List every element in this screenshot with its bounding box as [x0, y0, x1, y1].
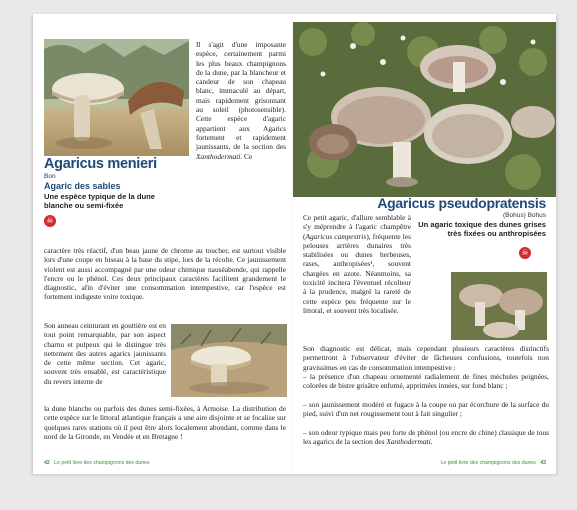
bullet-1: – la présence d'un chapeau ornementé radialement de fines mèchules peignées, colorées de bistre grisâtre enfumé, apprimées innées, sur fond blanc ; — [303, 372, 549, 391]
toxic-warning-icon: ☠ — [519, 247, 531, 259]
paragraph-3: la dune blanche ou parfois des dunes semi-fixées, à Armoise. La distribution de cette espèce sur le littoral atlantique français a une aire disjointe et se focalise sur quelques rares stations où il peut être alors localement abondant, comme dans le nord de la Gironde, en Vendée et en Bretagne ! — [44, 404, 286, 441]
left-footer — [44, 460, 150, 466]
photo-agaricus-pseudopratensis-small — [451, 272, 547, 340]
species-tagline: Un agaric toxique des dunes grises très fixées ou anthropisées — [418, 220, 546, 239]
intro-column-emphasis: Agaricus campestris — [305, 231, 367, 241]
left-page — [33, 14, 295, 474]
paragraph-1: Son diagnostic est délicat, mais cependant plusieurs caractères distinctifs permettront à l'observateur d'éviter de fâcheuses confusions, toutefois non gravissimes en cas de consommation intempestive : — [303, 344, 549, 372]
book-title: Le petit livre des champignons des dunes — [440, 460, 536, 466]
intro-column-text-b: ), fréquente les pelouses arrières dunaires très stabilisées ou dunes herbeuses, rases, anthropisées¹, souvent chargées en azote. Néanmoins, sa toxicité incitera l'éventuel récolteur à la prudence, malgré la rareté de cette espèce peu fréquente sur le littoral, et souvent très localisée. — [303, 231, 411, 315]
page-number: 42 — [44, 460, 50, 466]
paragraph-1: caractère très réactif, d'un beau jaune de chrome au toucher, est surtout visible lors d'une coupe en biseau à la base du stipe, lors de la récolte. Ce jaunissement violent est aussi accompagné par une odeur chimique nauséabonde, qui rappelle l'encre ou le phénol. Ces deux principaux caractères facilitent grandement le diagnostic, afin d'éviter une consommation intempestive, car l'espèce est fortement indigeste voire toxique. — [44, 246, 286, 302]
right-page — [293, 14, 556, 474]
intro-column-text-a: Ce petit agaric, d'allure semblable à s'y méprendre à l'agaric champêtre ( — [303, 213, 411, 241]
intro-column-text: Il s'agit d'une imposante espèce, certainement parmi les plus beaux champignons de la dune, par la blancheur et candeur de son chapeau blanc, immaculé au départ, mais rapidement grisonnant au soleil (photosensible). Cette espèce d'agaric appartient aux Agarics fortement et rapidement jaunissants, de la section des — [196, 40, 286, 152]
bullet-2: – son jaunissement modéré et fugace à la coupe ou par écorchure de la surface du pied, suivi d'un net rougissement tout à fait singulier ; — [303, 400, 549, 419]
intro-column-end: Ce — [242, 151, 253, 161]
species-author: Bon — [44, 173, 56, 180]
bullet-3-text: – son odeur typique mais peu forte de phénol (ou encre de chine) classique de tous les agarics de la section des — [303, 428, 549, 447]
species-title: Agaricus pseudopratensis — [377, 195, 546, 211]
book-title: Le petit livre des champignons des dunes — [54, 460, 150, 466]
species-tagline: Une espèce typique de la dune blanche ou semi-fixée — [44, 192, 155, 211]
species-title: Agaricus menieri — [44, 156, 157, 172]
photo-agaricus-menieri-sand — [171, 324, 287, 397]
vernacular-name: Agaric des sables — [44, 181, 121, 191]
right-footer — [440, 460, 546, 466]
intro-column-emphasis: Xanthodermati. — [196, 151, 243, 161]
species-author: (Bohus) Bohus — [503, 212, 546, 219]
paragraph-2: Son anneau ceinturant en gouttière est en tout point remarquable, par son aspect charnu et pulpeux qui le distingue très nettement des autres agarics jaunissants de cette même section. Cet agaric, souvent très ensablé, est caractéristique du revers interne de — [44, 321, 166, 386]
bullet-3-emphasis: Xanthodermati. — [386, 437, 433, 447]
photo-agaricus-menieri — [44, 39, 189, 156]
page-number: 43 — [540, 460, 546, 466]
intro-column — [196, 40, 286, 161]
intro-column — [303, 213, 411, 315]
photo-agaricus-pseudopratensis — [293, 22, 556, 197]
toxic-warning-icon: ☠ — [44, 215, 56, 227]
bullet-3 — [303, 428, 549, 447]
